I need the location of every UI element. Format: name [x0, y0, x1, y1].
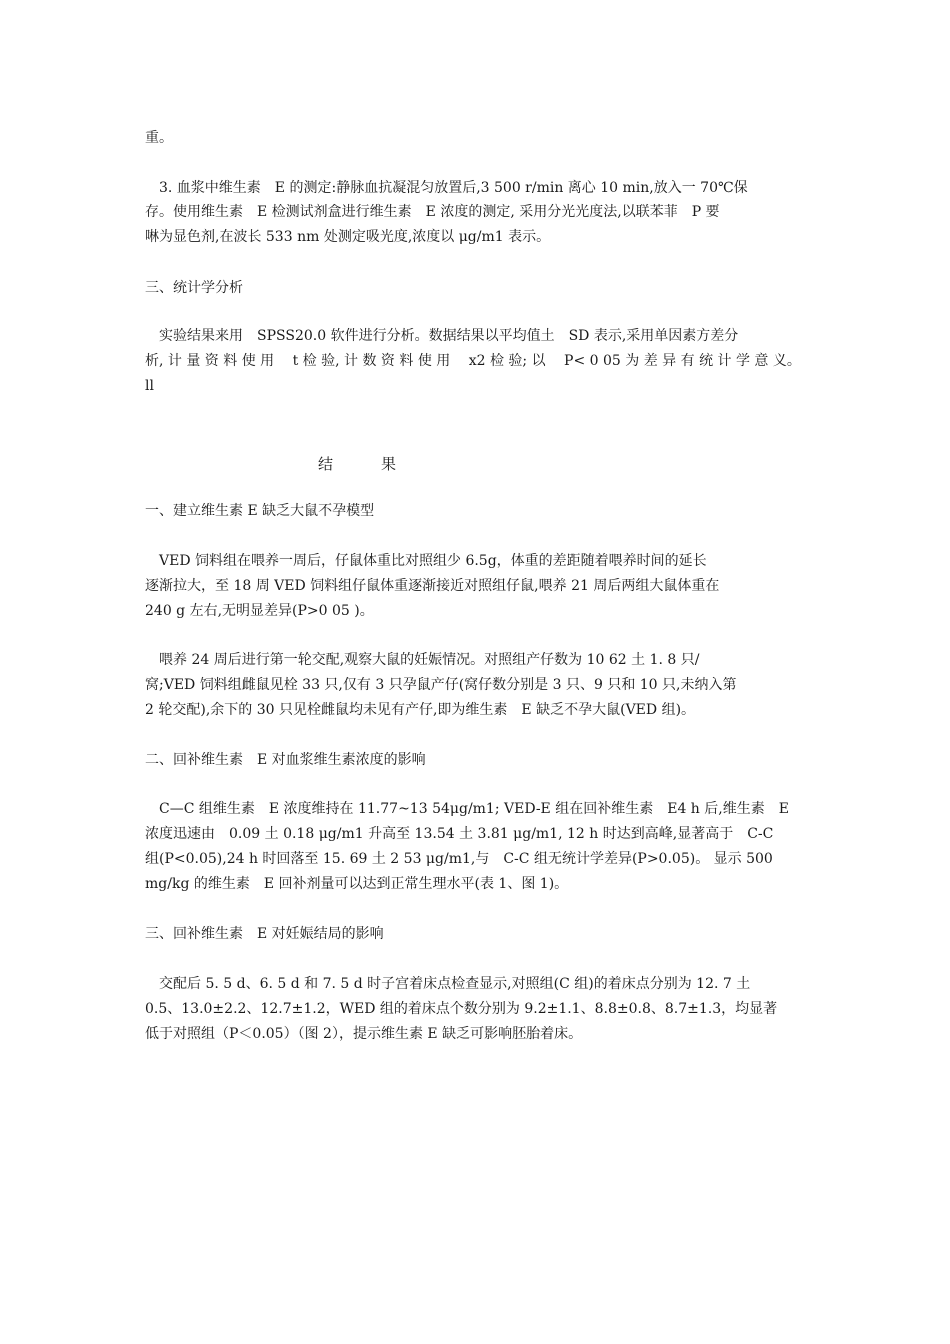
- section-heading-model: 一、建立维生素 E 缺乏大鼠不孕模型: [145, 503, 375, 519]
- paragraph-line: 交配后 5. 5 d、6. 5 d 和 7. 5 d 时子宫着床点检查显示,对照组(C 组)的着床点分别为 12. 7 土: [145, 976, 751, 992]
- paragraph-line: 浓度迅速由 0.09 土 0.18 μg/m1 升高至 13.54 土 3.81 μg/m1, 12 h 时达到高峰,显著高于 C-C: [145, 826, 774, 842]
- results-title-char: 果: [381, 455, 397, 473]
- paragraph-line: 喂养 24 周后进行第一轮交配,观察大鼠的妊娠情况。对照组产仔数为 10 62 土 1. 8 只/: [145, 652, 700, 668]
- section-heading-pregnancy: 三、回补维生素 E 对妊娠结局的影响: [145, 926, 384, 942]
- paragraph-line: 重。: [145, 130, 173, 146]
- results-title: [318, 452, 396, 476]
- paragraph-line: 逐渐拉大，至 18 周 VED 饲料组仔鼠体重逐渐接近对照组仔鼠,喂养 21 周后两组大鼠体重在: [145, 578, 720, 594]
- paragraph-line: 析, 计 量 资 料 使 用 t 检 验, 计 数 资 料 使 用 x2 检 验; 以 P< 0 05 为 差 异 有 统 计 学 意 义。: [145, 353, 801, 369]
- paragraph-line: 存。使用维生素 E 检测试剂盒进行维生素 E 浓度的测定, 采用分光光度法,以联苯菲 P 要: [145, 204, 720, 220]
- results-title-char: 结: [318, 455, 334, 473]
- paragraph-line: 组(P<0.05),24 h 时回落至 15. 69 土 2 53 μg/m1,与 C-C 组无统计学差异(P>0.05)。 显示 500: [145, 851, 773, 867]
- section-heading-plasma: 二、回补维生素 E 对血浆维生素浓度的影响: [145, 752, 426, 768]
- paragraph-line: 0.5、13.0±2.2、12.7±1.2，WED 组的着床点个数分别为 9.2±1.1、8.8±0.8、8.7±1.3，均显著: [145, 1001, 778, 1017]
- paragraph-line: 低于对照组（P＜0.05）（图 2），提示维生素 E 缺乏可影响胚胎着床。: [145, 1026, 583, 1042]
- paragraph-line: ll: [145, 378, 154, 394]
- paragraph-line: 啉为显色剂,在波长 533 nm 处测定吸光度,浓度以 μg/m1 表示。: [145, 229, 551, 245]
- paragraph-line: 2 轮交配),余下的 30 只见栓雌鼠均未见有产仔,即为维生素 E 缺乏不孕大鼠(VED 组)。: [145, 702, 696, 718]
- paragraph-line: 实验结果来用 SPSS20.0 软件进行分析。数据结果以平均值土 SD 表示,采用单因素方差分: [145, 328, 739, 344]
- paragraph-line: VED 饲料组在喂养一周后，仔鼠体重比对照组少 6.5g，体重的差距随着喂养时间的延长: [145, 553, 707, 569]
- paragraph-line: 240 g 左右,无明显差异(P>0 05 )。: [145, 603, 374, 619]
- paragraph-line: 3. 血浆中维生素 E 的测定:静脉血抗凝混匀放置后,3 500 r/min 离心 10 min,放入一 70℃保: [145, 180, 748, 196]
- paragraph-line: 窝;VED 饲料组雌鼠见栓 33 只,仅有 3 只孕鼠产仔(窝仔数分别是 3 只、9 只和 10 只,未纳入第: [145, 677, 737, 693]
- paragraph-line: mg/kg 的维生素 E 回补剂量可以达到正常生理水平(表 1、图 1)。: [145, 876, 569, 892]
- section-heading-statistics: 三、统计学分析: [145, 280, 243, 296]
- paragraph-line: C—C 组维生素 E 浓度维持在 11.77~13 54μg/m1; VED-E 组在回补维生素 E4 h 后,维生素 E: [145, 801, 789, 817]
